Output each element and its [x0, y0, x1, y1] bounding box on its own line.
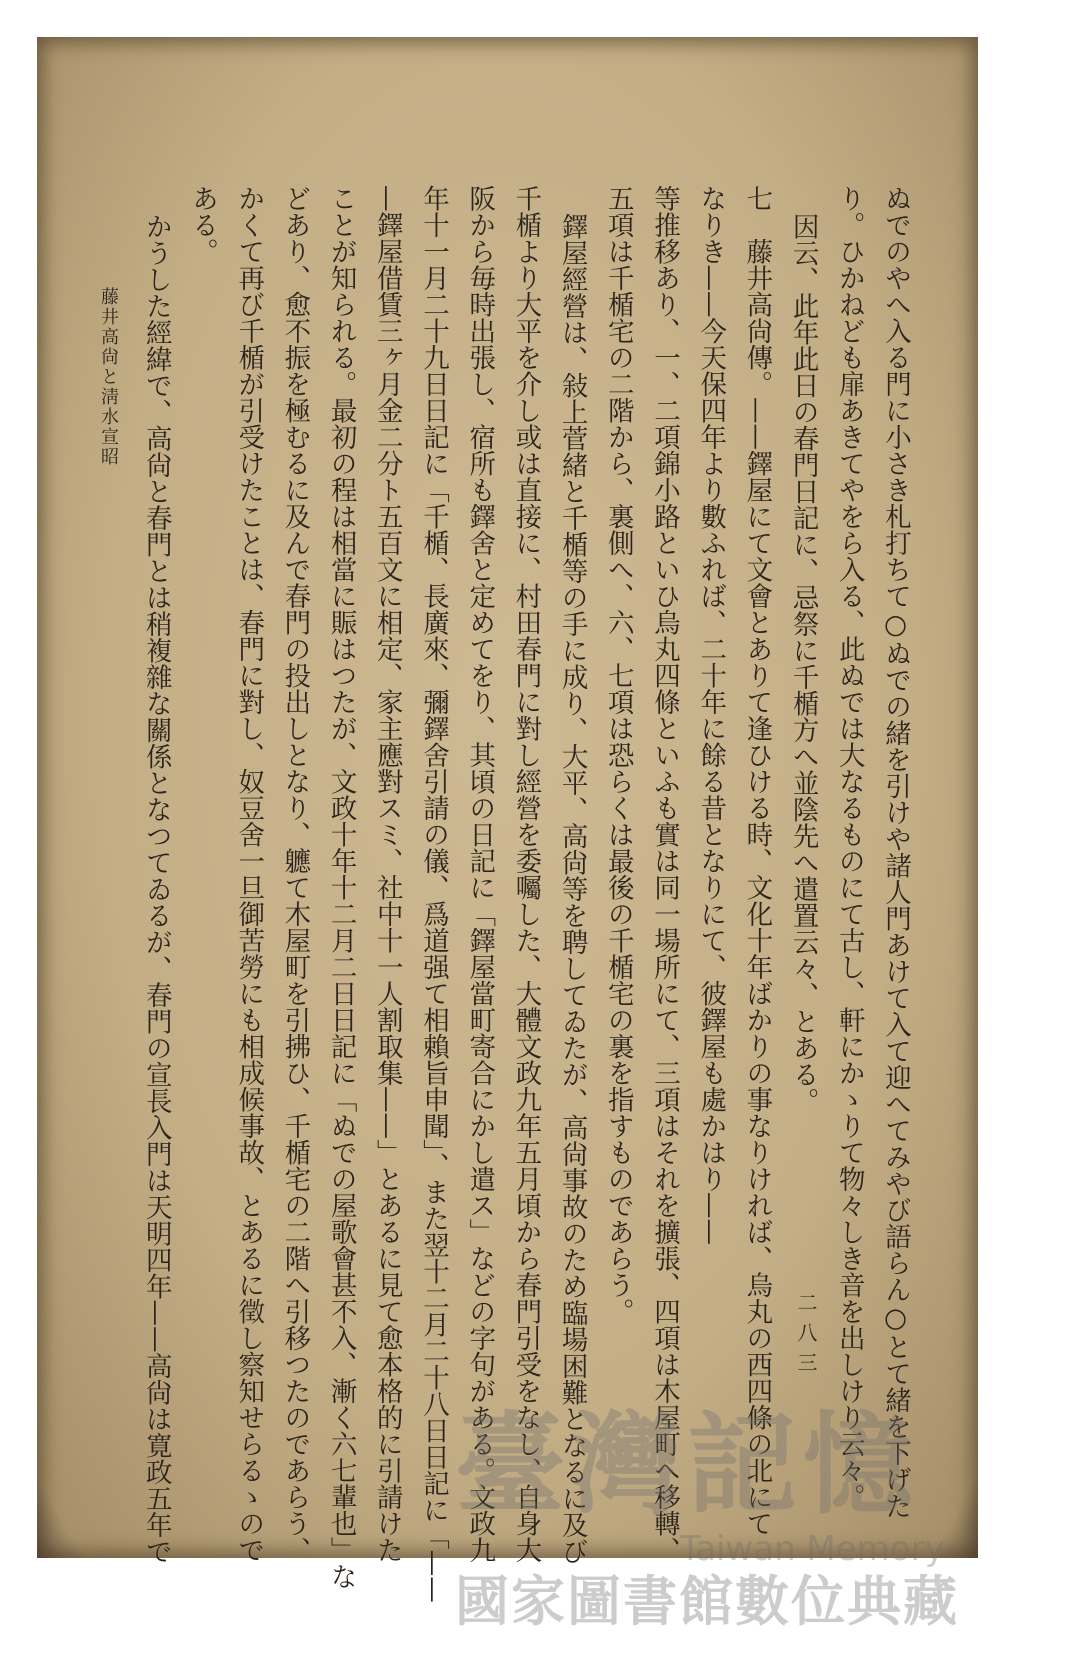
text-column: かくて再び千楯が引受けたことは、春門に對し、奴豆舍一旦御苦勞にも相成候事故、とあるに徵し察知せらるゝので: [233, 185, 265, 1563]
text-column: り。ひかねども扉あきてやをら入る、此ぬでは大なるものにて古し、軒にかゝりて物々しき音を出しけり云々。: [833, 185, 865, 1510]
text-column: 年十一月二十九日日記に「千楯、長廣來、彌鐸舍引請の儀、爲道强て相賴旨申聞」、また翌十二月二十八日日記に「——: [418, 185, 449, 1603]
text-column: 七 藤井高尙傳。——鐸屋にて文會とありて逢ひける時、文化十年ばかりの事なりければ、烏丸の西四條の北にて: [741, 185, 773, 1537]
text-column: なりき——今天保四年より數ふれば、二十年に餘る昔となりにて、彼鐸屋も處かはり——: [695, 185, 727, 1245]
text-column: 等推移あり、一、二項錦小路といひ烏丸四條といふも實は同一場所にて、三項はそれを擴張、四項は木屋町へ移轉、: [649, 185, 680, 1563]
watermark-institution: 國家圖書館數位典藏: [455, 1570, 959, 1633]
watermark-logo-text: 臺灣記憶: [455, 1401, 919, 1529]
text-column: 鐸屋經營は、敍上菅緒と千楯等の手に成り、大平、高尙等を聘してゐたが、高尙事故のため臨場困難となるに及び: [556, 213, 588, 1565]
watermark-english: Taiwan Memory: [680, 1529, 945, 1569]
text-column: ある。: [187, 185, 218, 265]
text-column: —鐸屋借賃三ヶ月金二分ト五百文に相定、家主應對スミ、社中十一人割取集——」とあるに見て愈本格的に引請けた: [371, 185, 403, 1563]
text-column: 五項は千楯宅の二階から、裏側へ、六、七項は恐らくは最後の千楯宅の裏を指すものであらう。: [602, 185, 634, 1325]
text-column: 千楯より大平を介し或は直接に、村田春門に對し經營を委囑した、大體文政九年五月頃から春門引受をなし、自身大: [510, 185, 542, 1563]
page-number: 二八三: [794, 1292, 818, 1382]
text-column: 因云、此年此日の春門日記に、忌祭に千楯方へ並陰先へ遣置云々、とある。: [787, 213, 819, 1114]
text-column: かうした經緯で、高尙と春門とは稍複雜な關係となつてゐるが、春門の宣長入門は天明四年——高尙は寛政五年で: [140, 213, 172, 1565]
text-column: 阪から毎時出張し、宿所も鐸舍と定めてをり、其頃の日記に「鐸屋當町寄合にかし遣ス」などの字句がある。文政九: [464, 185, 496, 1563]
running-title: 藤井高尙と淸水宣昭: [98, 287, 119, 467]
text-column: ぬでのやへ入る門に小さき札打ちて○ぬでの緒を引けや諸人門あけて入て迎へてみやび語らん○とて緒を下げた: [880, 185, 911, 1519]
text-column: ことが知られる。最初の程は相當に賑はつたが、文政十年十二月二日日記に「ぬでの屋歌會甚不入、漸く六七輩也」な: [325, 185, 357, 1590]
text-column: どあり、愈不振を極むるに及んで春門の投出しとなり、軈て木屋町を引拂ひ、千楯宅の二階へ引移つたのであらう、: [279, 185, 311, 1563]
